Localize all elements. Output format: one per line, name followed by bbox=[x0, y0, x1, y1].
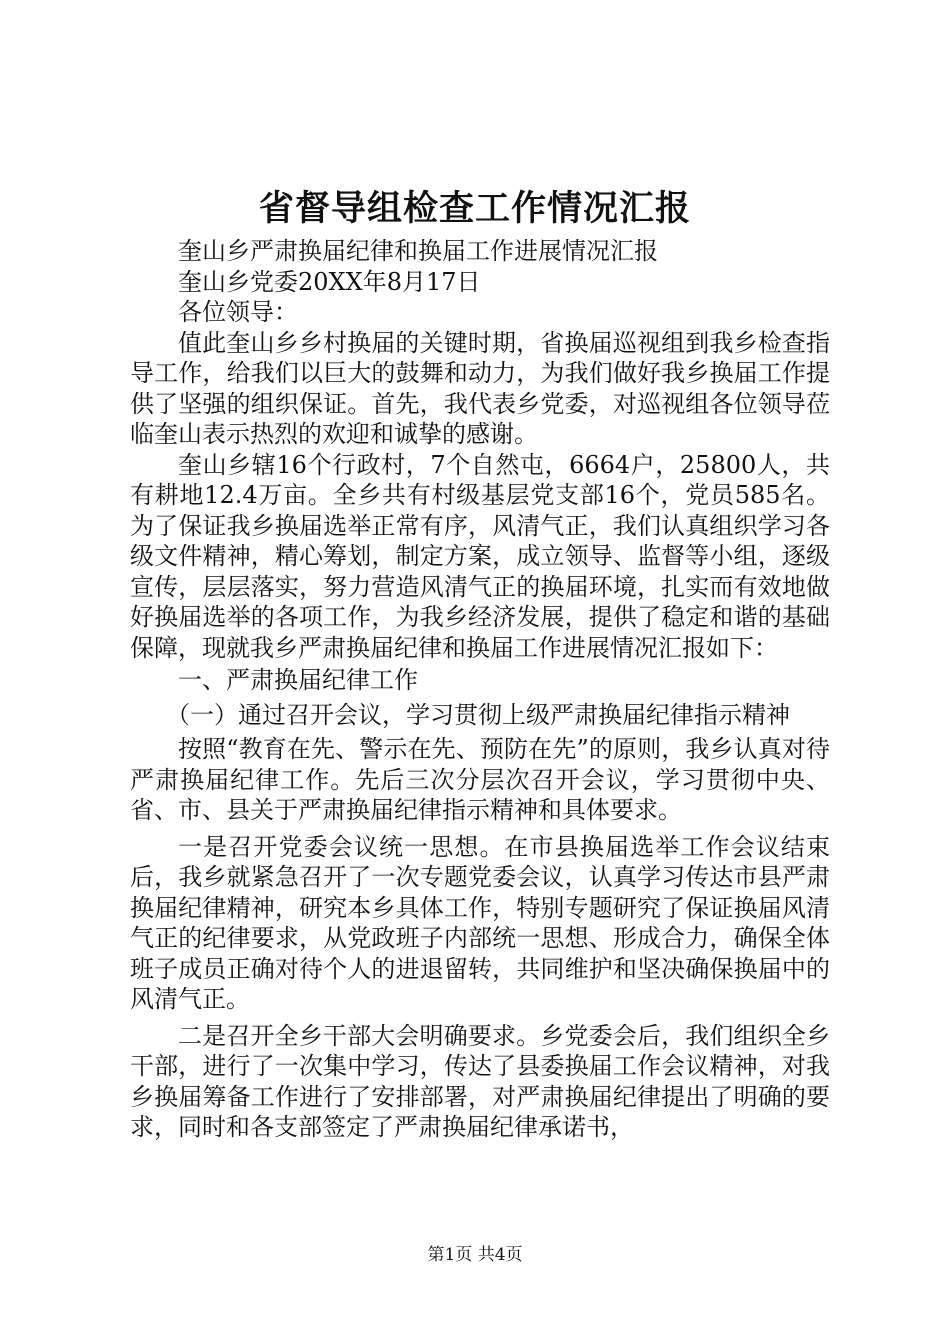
report-author-date: 奎山乡党委20XX年8月17日 bbox=[178, 267, 481, 296]
document-body bbox=[130, 236, 830, 1143]
body-paragraph: 奎山乡辖16个行政村，7个自然屯，6664户，25800人，共有耕地12.4万亩。全乡共有村级基层党支部16个，党员585名。为了保证我乡换届选举正常有序，风清气正，我们认真组织学习各级文件精神，精心筹划，制定方案，成立领导、监督等小组，逐级宣传，层层落实，努力营造风清气正的换届环境，扎实而有效地做好换届选举的各项工作，为我乡经济发展，提供了稳定和谐的基础保障，现就我乡严肃换届纪律和换届工作进展情况汇报如下： bbox=[130, 450, 830, 662]
salutation: 各位领导： bbox=[178, 298, 298, 326]
report-subtitle: 奎山乡严肃换届纪律和换届工作进展情况汇报 bbox=[178, 237, 658, 265]
body-paragraph: 按照“教育在先、警示在先、预防在先”的原则，我乡认真对待严肃换届纪律工作。先后三次分层次召开会议，学习贯彻中央、省、市、县关于严肃换届纪律指示精神和具体要求。 bbox=[130, 735, 830, 824]
subsection-heading: （一）通过召开会议，学习贯彻上级严肃换届纪律指示精神 bbox=[166, 700, 790, 729]
document-title: 省督导组检查工作情况汇报 bbox=[258, 188, 691, 229]
page-footer: 第1页 共4页 bbox=[427, 1245, 523, 1265]
section-heading: 一、严肃换届纪律工作 bbox=[178, 666, 418, 694]
body-paragraph: 值此奎山乡乡村换届的关键时期，省换届巡视组到我乡检查指导工作，给我们以巨大的鼓舞和动力，为我们做好我乡换届工作提供了坚强的组织保证。首先，我代表乡党委，对巡视组各位领导莅临奎山表示热烈的欢迎和诚挚的感谢。 bbox=[130, 328, 830, 448]
body-paragraph: 一是召开党委会议统一思想。在市县换届选举工作会议结束后，我乡就紧急召开了一次专题党委会议，认真学习传达市县严肃换届纪律精神，研究本乡具体工作，特别专题研究了保证换届风清气正的纪律要求，从党政班子内部统一思想、形成合力，确保全体班子成员正确对待个人的进退留转，共同维护和坚决确保换届中的风清气正。 bbox=[130, 832, 830, 1013]
body-paragraph: 二是召开全乡干部大会明确要求。乡党委会后，我们组织全乡干部，进行了一次集中学习，传达了县委换届工作会议精神，对我乡换届筹备工作进行了安排部署，对严肃换届纪律提出了明确的要求，同时和各支部签定了严肃换届纪律承诺书， bbox=[130, 1021, 830, 1141]
